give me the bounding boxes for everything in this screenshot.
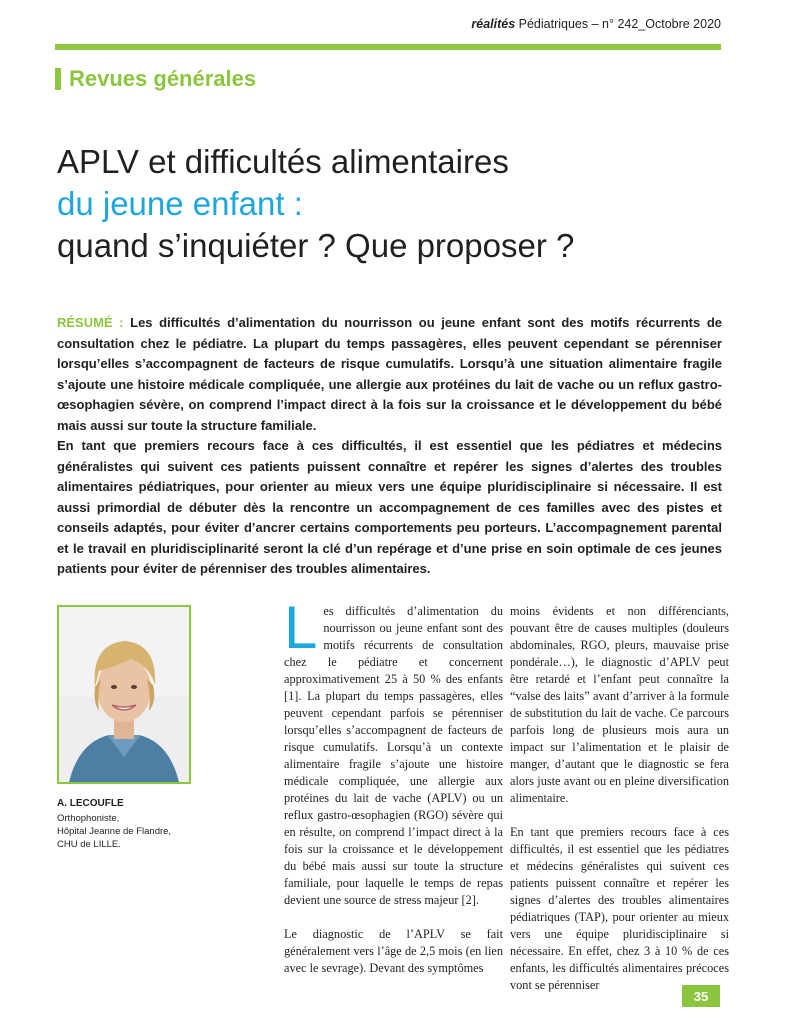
- author-name: A. LECOUFLE: [57, 798, 124, 809]
- body-column-2: [510, 603, 729, 1011]
- section-label: Revues générales: [69, 66, 257, 91]
- author-photo: [57, 605, 191, 784]
- abstract-keyword: RÉSUMÉ :: [57, 315, 124, 330]
- author-portrait-image: [59, 607, 189, 782]
- journal-brand: réalités: [471, 17, 516, 31]
- abstract-paragraph-1: [57, 313, 722, 436]
- journal-issue: Pédiatriques – n° 242_Octobre 2020: [515, 17, 721, 31]
- abstract-paragraph-2: En tant que premiers recours face à ces difficultés, il est essentiel que les pédiatres et médecins généralistes qui suivent ces patients puissent connaître et repérer les signes d’alertes des troubles alimentaires pédiatriques, pour orienter au mieux vers une équipe pluridisciplinaire si nécessaire. Il est aussi primordial de débuter dès la rencontre un accompagnement de ces familles avec des pistes et conseils adaptés, pour éviter d’ancrer certains comportements peu porteurs. L’accompagnement parental et le travail en pluridisciplinarité seront la clé d’un repérage et d’une prise en soin optimale de ces jeunes patients pour éviter de pérenniser des troubles alimentaires.: [57, 438, 722, 576]
- article-title: [57, 141, 737, 267]
- body-paragraph: Le diagnostic de l’APLV se fait généralement vers l’âge de 2,5 mois (en lien avec le sevrage). Devant des symptômes: [284, 927, 503, 975]
- author-role: Orthophoniste,: [57, 813, 120, 824]
- author-block: [57, 797, 207, 851]
- abstract: [57, 313, 722, 580]
- body-paragraph: [284, 594, 503, 909]
- running-header: [471, 17, 721, 31]
- author-institution: CHU de LILLE.: [57, 839, 121, 850]
- title-line-3: quand s’inquiéter ? Que proposer ?: [57, 227, 575, 264]
- body-column-1: [284, 594, 503, 994]
- title-line-2: du jeune enfant :: [57, 185, 303, 222]
- author-hospital: Hôpital Jeanne de Flandre,: [57, 826, 172, 837]
- section-tag: [55, 66, 256, 92]
- abstract-text-1: Les difficultés d’alimentation du nourrisson ou jeune enfant sont des motifs récurrents de consultation chez le pédiatre. La plupart du temps passagères, elles peuvent cependant se pérenniser lorsqu’elles s’accompagnent de facteurs de risque cumulatifs. Lorsqu’à une situation alimentaire fragile s’ajoute une histoire médicale compliquée, une allergie aux protéines du lait de vache ou un reflux gastro-œsophagien sévère, on comprend l’impact direct à la fois sur la croissance et le développement du bébé mais aussi sur toute la structure familiale.: [57, 315, 722, 433]
- section-marker: [55, 68, 61, 90]
- title-line-1: APLV et difficultés alimentaires: [57, 143, 509, 180]
- header-rule: [55, 44, 721, 50]
- body-paragraph: moins évidents et non différenciants, pouvant être de causes multiples (douleurs abdominales, RGO, pleurs, mauvaise prise pondérale…), le diagnostic d’APLV peut être retardé et l’enfant peut connaître la “valse des laits” avant d’arriver à la formule de substitution du lait de vache. Ce parcours parfois long de plusieurs mois aura un impact sur l’alimentation et le plaisir de manger, d’autant que le diagnostic se fera alors juste avant ou en pleine diversification alimentaire.: [510, 604, 729, 805]
- body-text: es difficultés d’alimentation du nourrisson ou jeune enfant sont des motifs récurrents de consultation chez le pédiatre et concernent approximativement 25 à 50 % des enfants [1]. La plupart du temps passagères, elles peuvent cependant parfois se pérenniser lorsqu’elles s’accompagnent de facteurs de risque cumulatifs. Lorsqu’à un contexte alimentaire fragile s’ajoute une histoire médicale compliquée, une allergie aux protéines du lait de vache (APLV) ou un reflux gastro-œsophagien (RGO) sévère qui en résulte, on comprend l’impact direct à la fois sur la croissance et le développement du bébé mais aussi sur toute la structure familiale, pour laquelle le temps de repas devient une source de stress majeur [2].: [284, 604, 503, 907]
- body-paragraph: En tant que premiers recours face à ces difficultés, il est essentiel que les pédiatres et médecins généralistes qui suivent ces patients puissent connaître et repérer les signes d’alertes des troubles alimentaires pédiatriques (TAP), pour orienter au mieux vers une équipe pluridisciplinaire si nécessaire. En effet, chez 3 à 10 % de ces enfants, les difficultés alimentaires précoces vont se pérenniser: [510, 825, 729, 992]
- page-number: 35: [682, 985, 720, 1007]
- drop-cap: L: [284, 594, 318, 661]
